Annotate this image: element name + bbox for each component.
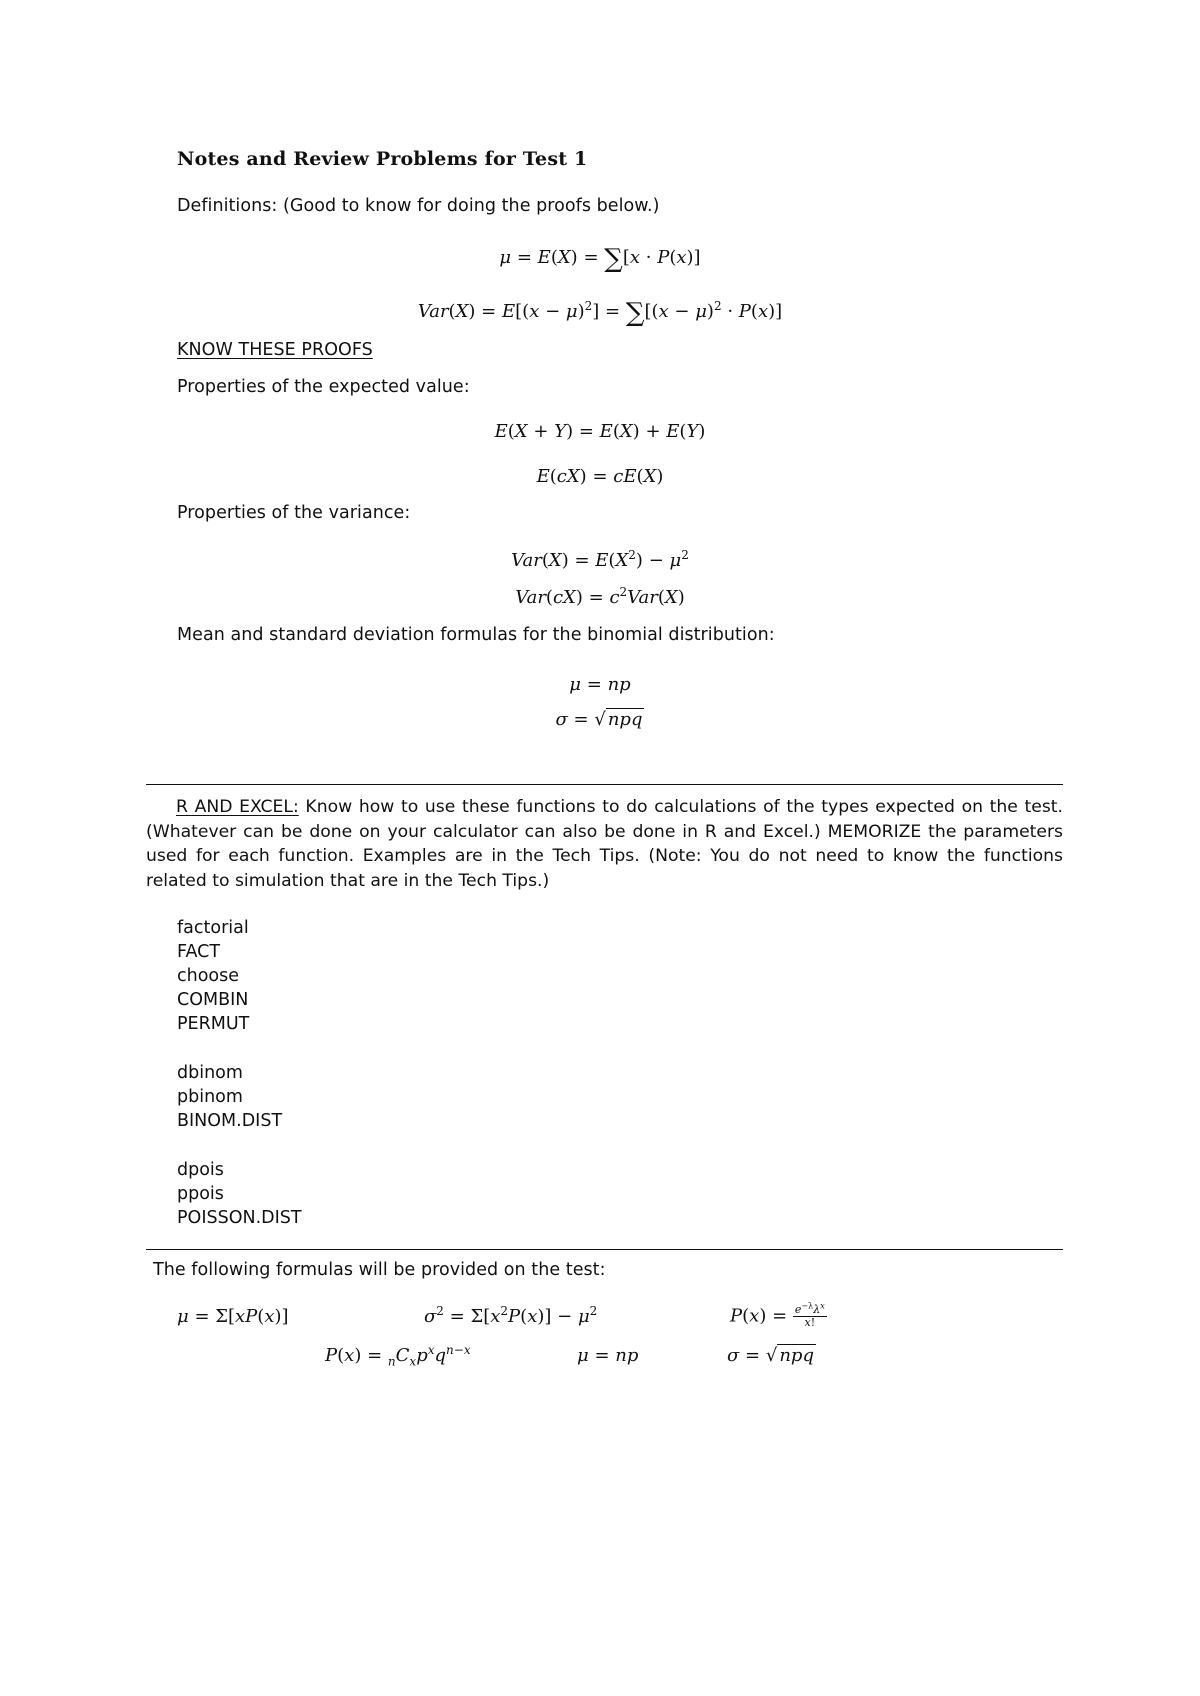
variance-definition: $Var(X) = E[(x - \mu)^2] = \sum[(x - \mu)^2 \cdot P(x)]$ <box>417 298 783 328</box>
binomial-mean: μ = np <box>569 674 631 695</box>
expected-value-prop-1: E(X + Y) = E(X) + E(Y) <box>494 421 706 442</box>
binomial-sd: σ = √ npq <box>555 709 643 730</box>
expected-value-prop-2: E(cX) = cE(X) <box>536 466 664 487</box>
function-item: choose <box>177 966 240 986</box>
definitions-intro: Definitions: (Good to know for doing the proofs below.) <box>177 196 660 216</box>
functions-group-1 <box>177 916 249 1036</box>
function-item: dbinom <box>177 1063 243 1083</box>
variance-prop-2: $Var(cX) = c^2Var(X)$ <box>515 585 685 608</box>
variance-prop-1: $Var(X) = E(X^2) - \mu^2$ <box>511 548 689 571</box>
function-item: POISSON.DIST <box>177 1208 302 1228</box>
function-item: COMBIN <box>177 990 249 1010</box>
functions-group-2 <box>177 1061 282 1133</box>
provided-formula-variance: $\sigma^2 = \Sigma[x^2P(x)] - \mu^2$ <box>424 1304 598 1327</box>
function-item: pbinom <box>177 1087 243 1107</box>
function-item: PERMUT <box>177 1014 250 1034</box>
page-title: Notes and Review Problems for Test 1 <box>177 148 588 170</box>
mean-definition: μ = E(X) = ∑[x · P(x)] <box>499 244 701 274</box>
variance-props-label: Properties of the variance: <box>177 503 411 523</box>
provided-formula-mean: μ = Σ[xP(x)] <box>177 1306 289 1327</box>
expected-value-label: Properties of the expected value: <box>177 377 470 397</box>
binomial-label: Mean and standard deviation formulas for the binomial distribution: <box>177 625 775 645</box>
provided-formula-binomial-sd: σ = √ npq <box>727 1345 814 1366</box>
function-item: BINOM.DIST <box>177 1111 283 1131</box>
function-item: ppois <box>177 1184 224 1204</box>
provided-formula-binomial: $P(x) = _nC_xp^xq^{n-x}$ <box>325 1343 471 1369</box>
proofs-heading: KNOW THESE PROOFS <box>177 340 373 360</box>
r-excel-body: Know how to use these functions to do calculations of the types expected on the test. (Whatever can be done on your calculator can also be done in R and Excel.) MEMORIZE the parameters used for each function. Examples are in the Tech Tips. (Note: You do not need to know the functions related to simulation that are in the Tech Tips.) <box>146 797 1063 891</box>
function-item: dpois <box>177 1160 224 1180</box>
functions-group-3 <box>177 1158 302 1230</box>
r-excel-heading: R AND EXCEL: <box>176 797 299 817</box>
provided-formula-poisson: P(x) = $\frac{e^{-\lambda}\lambda^x}{x!}$ <box>730 1301 825 1329</box>
divider-top <box>146 784 1063 785</box>
provided-formulas-label: The following formulas will be provided on the test: <box>153 1260 606 1280</box>
provided-formula-binomial-mean: μ = np <box>577 1345 639 1366</box>
function-item: factorial <box>177 918 249 938</box>
r-excel-paragraph <box>146 795 1063 893</box>
divider-bottom <box>146 1249 1063 1250</box>
function-item: FACT <box>177 942 221 962</box>
